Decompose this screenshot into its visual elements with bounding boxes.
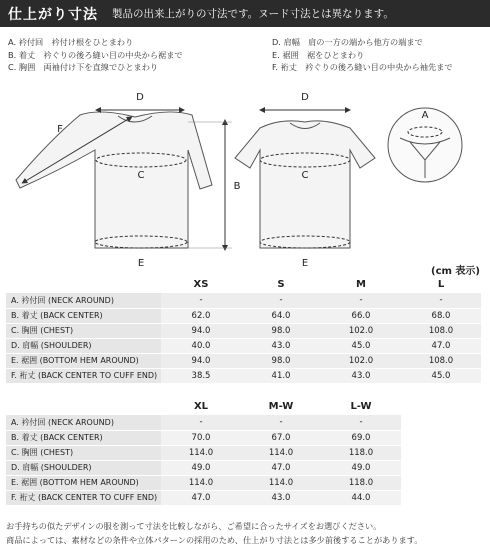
label-c-front: C (301, 170, 309, 181)
legend-item-f: F. 裄丈 衿ぐりの後ろ縫い目の中央から袖先まで (272, 62, 453, 72)
garment-diagram (0, 82, 490, 272)
footnote (6, 519, 422, 547)
cell: 47.0 (161, 490, 241, 505)
table-row (6, 308, 481, 323)
table-row (6, 293, 481, 308)
cell: 114.0 (241, 445, 321, 460)
table-row (6, 415, 401, 430)
table-row (6, 445, 401, 460)
label-a: A (421, 110, 429, 121)
size-header-row (6, 275, 481, 293)
cell: 66.0 (321, 308, 401, 323)
table-row (6, 430, 401, 445)
cell: 44.0 (321, 490, 401, 505)
label-e-back: E (137, 258, 145, 269)
table-row (6, 353, 481, 368)
cell: 114.0 (161, 475, 241, 490)
cell: 43.0 (241, 338, 321, 353)
cell: - (161, 293, 241, 308)
page-subtitle: 製品の出来上がりの寸法です。ヌード寸法とは異なります。 (112, 8, 394, 20)
cell: - (241, 293, 321, 308)
legend-item-a: A. 衿付回 衿付け根をひとまわり (8, 37, 134, 47)
row-label: E. 裾囲 (BOTTOM HEM AROUND) (6, 353, 161, 368)
legend-left (8, 36, 183, 74)
legend-right (272, 36, 453, 74)
size-header: M (356, 278, 366, 290)
row-label: A. 衿付回 (NECK AROUND) (6, 293, 161, 308)
table-row (6, 490, 401, 505)
cell: 43.0 (321, 368, 401, 383)
cell: 38.5 (161, 368, 241, 383)
label-d-front: D (301, 92, 309, 103)
cell: 40.0 (161, 338, 241, 353)
cell: 98.0 (241, 323, 321, 338)
cell: 47.0 (241, 460, 321, 475)
label-e-front: E (301, 258, 309, 269)
cell: 49.0 (321, 460, 401, 475)
front-view-shirt (235, 121, 375, 248)
unit-label: (cm 表示) (431, 266, 480, 277)
page-title: 仕上がり寸法 (8, 6, 98, 23)
row-label: C. 胸囲 (CHEST) (6, 445, 161, 460)
size-header: XS (193, 278, 209, 290)
size-header: XL (193, 400, 209, 412)
cell: 118.0 (321, 445, 401, 460)
cell: 49.0 (161, 460, 241, 475)
size-table-2 (6, 397, 401, 506)
cell: 108.0 (401, 323, 481, 338)
cell: 62.0 (161, 308, 241, 323)
size-table-1 (6, 275, 481, 384)
row-label: E. 裾囲 (BOTTOM HEM AROUND) (6, 475, 161, 490)
cell: 102.0 (321, 323, 401, 338)
cell: 98.0 (241, 353, 321, 368)
table-row (6, 323, 481, 338)
label-b: B (233, 181, 241, 192)
cell: 102.0 (321, 353, 401, 368)
back-view-shirt (16, 112, 212, 248)
cell: 45.0 (321, 338, 401, 353)
label-f: F (57, 124, 63, 135)
row-label: B. 着丈 (BACK CENTER) (6, 430, 161, 445)
legend-item-b: B. 着丈 衿ぐりの後ろ縫い目の中央から裾まで (8, 49, 183, 60)
table-row (6, 475, 401, 490)
row-label: F. 裄丈 (BACK CENTER TO CUFF END) (6, 490, 161, 505)
cell: 114.0 (161, 445, 241, 460)
cell: 45.0 (401, 368, 481, 383)
row-label: A. 衿付回 (NECK AROUND) (6, 415, 161, 430)
cell: 94.0 (161, 353, 241, 368)
cell: 94.0 (161, 323, 241, 338)
row-label: D. 肩幅 (SHOULDER) (6, 460, 161, 475)
cell: 70.0 (161, 430, 241, 445)
cell: 68.0 (401, 308, 481, 323)
table-row (6, 338, 481, 353)
cell: 64.0 (241, 308, 321, 323)
size-header: L-W (350, 400, 372, 412)
cell: 108.0 (401, 353, 481, 368)
row-label: F. 裄丈 (BACK CENTER TO CUFF END) (6, 368, 161, 383)
footnote-line: お手持ちの似たデザインの服を測って寸法を比較しながら、ご希望に合ったサイズをお選びください。 (6, 521, 382, 531)
cell: 67.0 (241, 430, 321, 445)
size-header: M-W (268, 400, 294, 412)
cell: 69.0 (321, 430, 401, 445)
row-label: B. 着丈 (BACK CENTER) (6, 308, 161, 323)
legend-item-d: D. 肩幅 肩の一方の端から他方の端まで (272, 37, 423, 47)
label-c-back: C (137, 170, 145, 181)
label-d-back: D (136, 92, 144, 103)
cell: 118.0 (321, 475, 401, 490)
table-row (6, 368, 481, 383)
cell: - (241, 415, 321, 430)
cell: 43.0 (241, 490, 321, 505)
legend-item-c: C. 胸囲 両袖付け下を直線でひとまわり (8, 62, 159, 72)
cell: - (321, 415, 401, 430)
cell: - (321, 293, 401, 308)
footnote-line: 商品によっては、素材などの条件や立体パターンの採用のため、仕上がり寸法とは多少前後することがあります。 (6, 535, 423, 545)
cell: - (161, 415, 241, 430)
cell: - (401, 293, 481, 308)
row-label: C. 胸囲 (CHEST) (6, 323, 161, 338)
size-header: S (277, 278, 285, 290)
size-header-row (6, 397, 401, 415)
header-bar (0, 0, 490, 27)
legend-item-e: E. 裾囲 裾をひとまわり (272, 49, 365, 60)
cell: 114.0 (241, 475, 321, 490)
cell: 47.0 (401, 338, 481, 353)
row-label: D. 肩幅 (SHOULDER) (6, 338, 161, 353)
table-row (6, 460, 401, 475)
size-header: L (437, 278, 445, 290)
cell: 41.0 (241, 368, 321, 383)
